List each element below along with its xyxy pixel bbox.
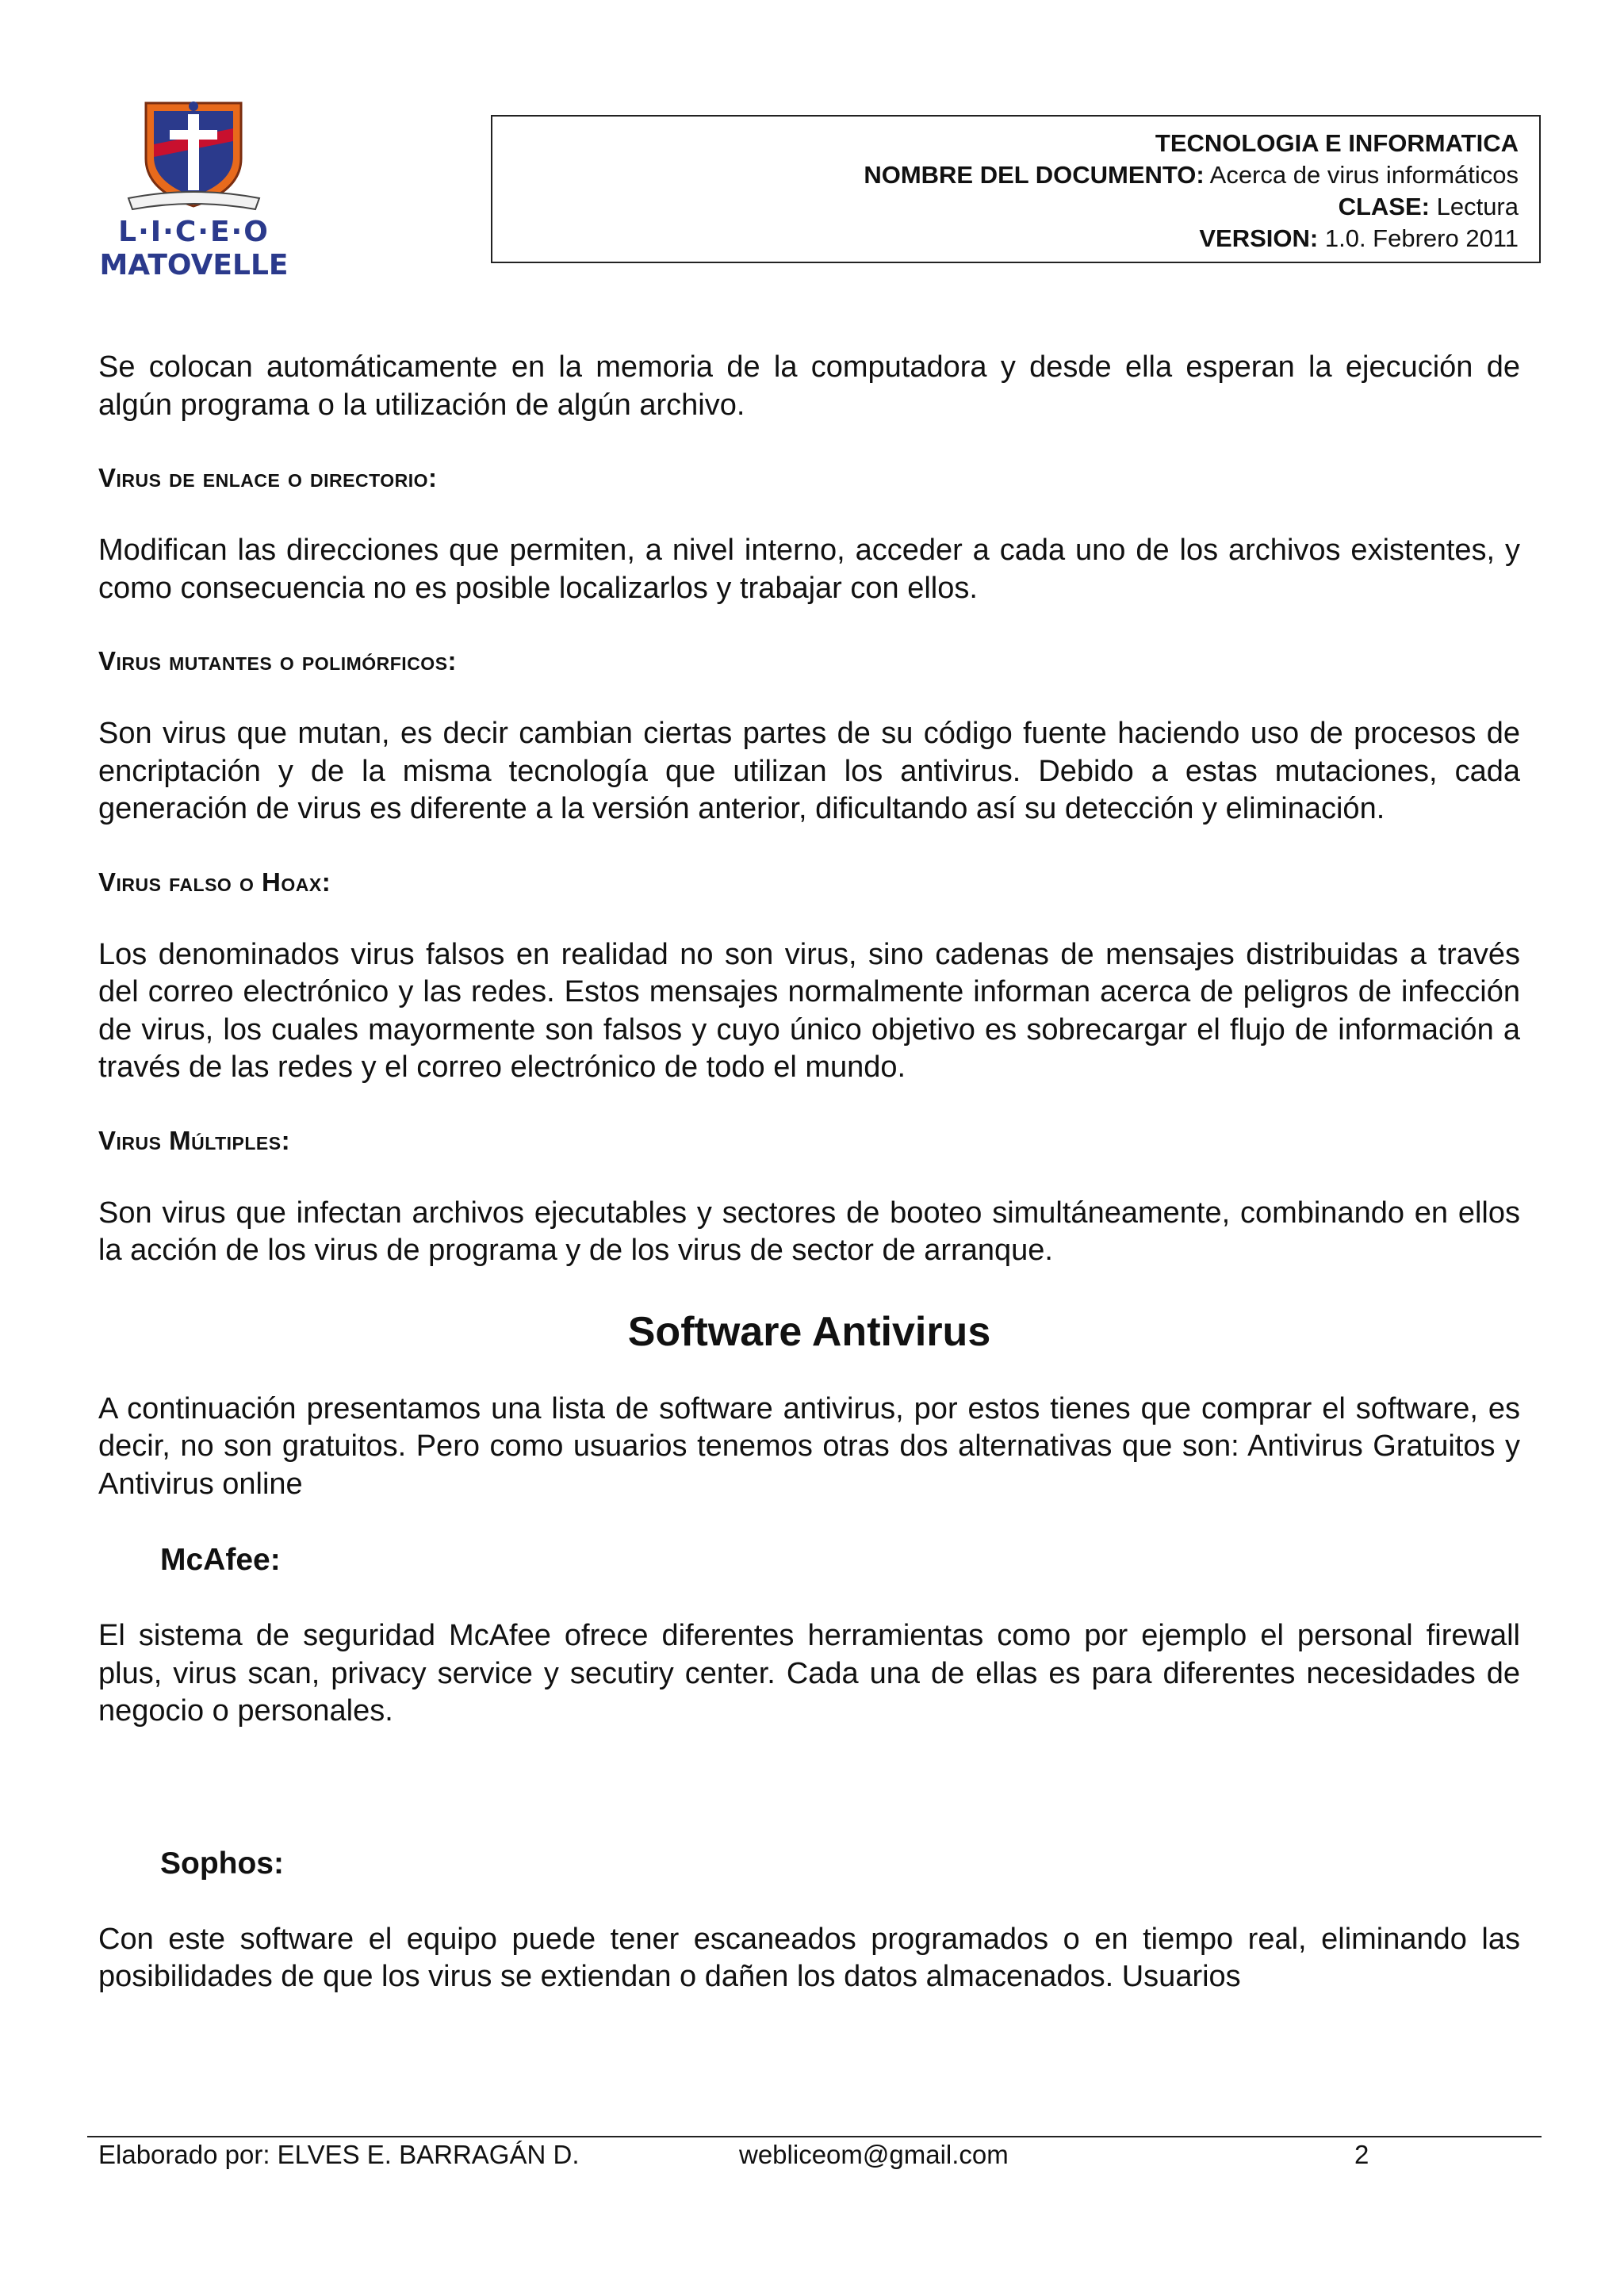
paragraph-virus-mutantes: Son virus que mutan, es decir cambian ciertas partes de su código fuente haciendo uso de procesos de encriptación y de la misma tecnología que utilizan los antivirus. Debido a estas mutaciones, cada generación de virus es diferente a la versión anterior, dificultando así su detección y eliminación. — [98, 717, 1520, 825]
heading-mcafee: McAfee: — [160, 1543, 281, 1577]
footer-divider — [87, 2136, 1542, 2137]
header-doc-label: NOMBRE DEL DOCUMENTO: — [864, 161, 1205, 189]
footer-author: Elaborado por: ELVES E. BARRAGÁN D. — [98, 2140, 580, 2169]
header-class-line — [513, 191, 1519, 223]
document-header-box — [491, 115, 1541, 263]
header-version-line — [513, 223, 1519, 254]
logo-line-1: L·I·C·E·O — [118, 216, 270, 248]
school-logo — [97, 97, 291, 287]
heading-virus-hoax: Virus falso o Hoax: — [98, 867, 331, 897]
paragraph-virus-enlace: Modifican las direcciones que permiten, a nivel interno, acceder a cada uno de los archivos existentes, y como consecuencia no es posible localizarlos y trabajar con ellos. — [98, 534, 1520, 605]
header-version-value: 1.0. Febrero 2011 — [1318, 224, 1519, 252]
paragraph-software-intro: A continuación presentamos una lista de software antivirus, por estos tienes que comprar el software, es decir, no son gratuitos. Pero como usuarios tenemos otras dos alternativas que son: Antivirus Gratuitos y Antivirus online — [98, 1391, 1520, 1501]
document-body — [98, 349, 1520, 1996]
intro-paragraph: Se colocan automáticamente en la memoria de la computadora y desde ella esperan la ejecución de algún programa o la utilización de algún archivo. — [98, 350, 1520, 422]
header-class-value: Lectura — [1429, 193, 1519, 220]
paragraph-mcafee: El sistema de seguridad McAfee ofrece diferentes herramientas como por ejemplo el personal firewall plus, virus scan, privacy service y secutiry center. Cada una de ellas es para diferentes necesidades de negocio o personales. — [98, 1619, 1520, 1728]
header-doc-value: Acerca de virus informáticos — [1204, 161, 1519, 189]
header-doc-line — [513, 159, 1519, 191]
header-title: TECNOLOGIA E INFORMATICA — [1155, 129, 1519, 157]
heading-virus-enlace: Virus de enlace o directorio: — [98, 463, 438, 492]
crest-emblem-icon — [97, 97, 291, 216]
header-version-label: VERSION: — [1199, 224, 1319, 252]
header-title-line — [513, 128, 1519, 159]
paragraph-sophos: Con este software el equipo puede tener escaneados programados o en tiempo real, eliminando las posibilidades de que los virus se extiendan o dañen los datos almacenados. Usuarios — [98, 1922, 1520, 1993]
footer-page-number: 2 — [1354, 2140, 1369, 2169]
logo-line-2: MATOVELLE — [99, 249, 289, 281]
header-class-label: CLASE: — [1338, 193, 1430, 220]
heading-virus-multiples: Virus Múltiples: — [98, 1125, 291, 1155]
footer-email: webliceom@gmail.com — [739, 2140, 1009, 2169]
section-title-software-antivirus: Software Antivirus — [627, 1308, 991, 1355]
heading-virus-mutantes: Virus mutantes o polimórficos: — [98, 646, 458, 675]
paragraph-virus-multiples: Son virus que infectan archivos ejecutables y sectores de booteo simultáneamente, combinando en ellos la acción de los virus de programa y de los virus de sector de arranque. — [98, 1196, 1520, 1267]
heading-sophos: Sophos: — [160, 1846, 284, 1881]
paragraph-virus-hoax: Los denominados virus falsos en realidad no son virus, sino cadenas de mensajes distribuidas a través del correo electrónico y las redes. Estos mensajes normalmente informan acerca de peligros de infección de virus, los cuales mayormente son falsos y cuyo único objetivo es sobrecargar el flujo de información a través de las redes y el correo electrónico de todo el mundo. — [98, 937, 1520, 1084]
